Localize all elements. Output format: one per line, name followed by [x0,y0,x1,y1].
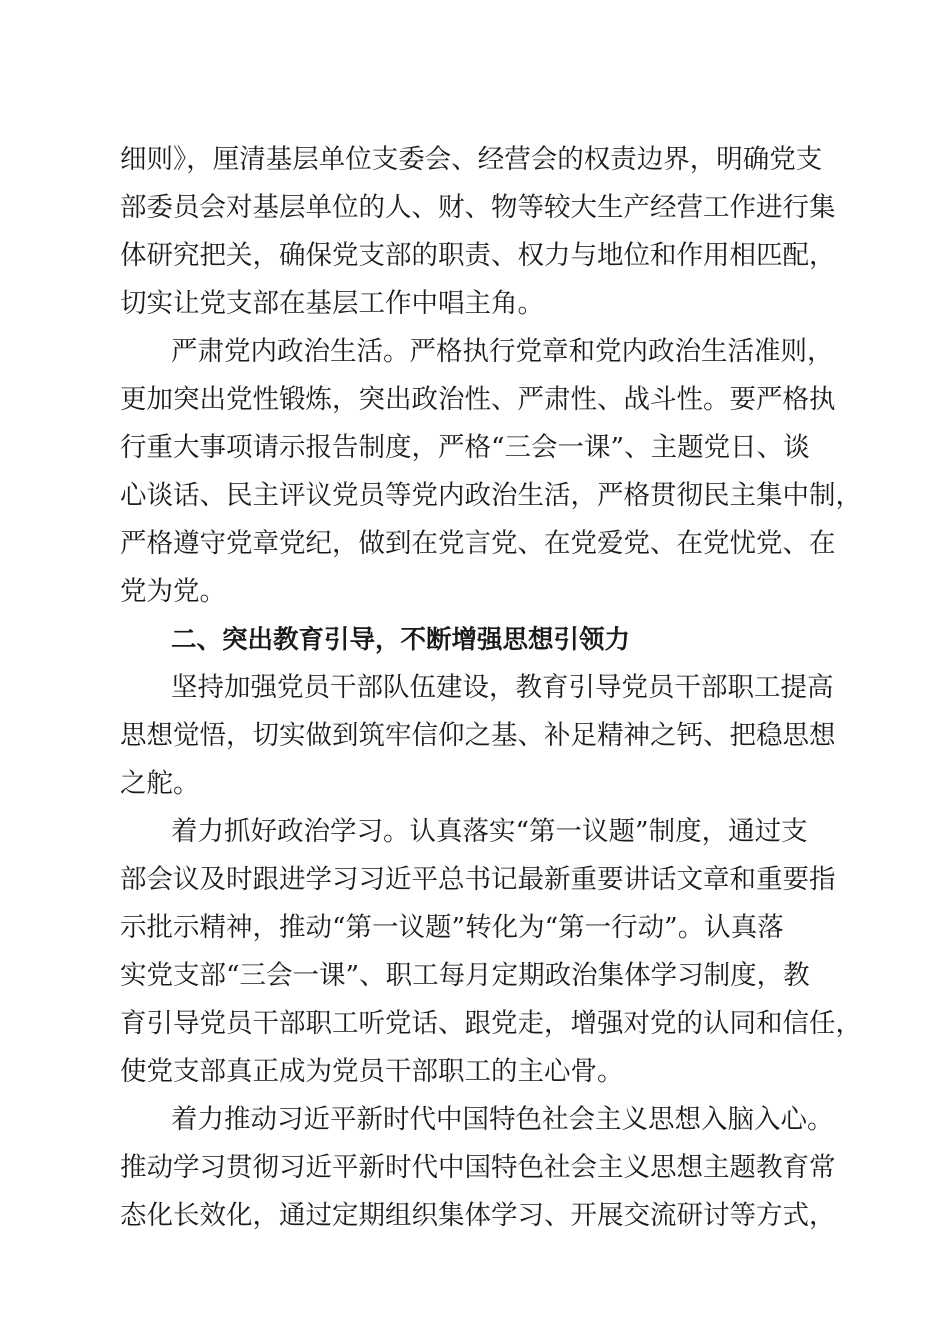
body-text-line: 态化长效化，通过定期组织集体学习、开展交流研讨等方式， [120,1200,836,1231]
body-text-line: 示批示精神，推动“第一议题”转化为“第一行动”。认真落 [120,912,784,943]
body-text-line: 严格遵守党章党纪，做到在党言党、在党爱党、在党忧党、在 [120,528,836,559]
paragraph-first-line: 坚持加强党员干部队伍建设，教育引导党员干部职工提高 [171,672,834,703]
body-text-line: 心谈话、民主评议党员等党内政治生活，严格贯彻民主集中制， [120,480,862,511]
body-text-line: 之舵。 [120,768,200,799]
body-text-line: 实党支部“三会一课”、职工每月定期政治集体学习制度，教 [120,960,810,991]
body-text-line: 育引导党员干部职工听党话、跟党走，增强对党的认同和信任， [120,1008,862,1039]
body-text-line: 行重大事项请示报告制度，严格“三会一课”、主题党日、谈 [120,432,810,463]
section-heading: 二、突出教育引导，不断增强思想引领力 [171,625,631,655]
body-text-line: 细则》，厘清基层单位支委会、经营会的权责边界，明确党支 [120,144,823,175]
body-text-line: 切实让党支部在基层工作中唱主角。 [120,288,544,319]
paragraph-first-line: 着力推动习近平新时代中国特色社会主义思想入脑入心。 [171,1104,834,1135]
paragraph-first-line: 严肃党内政治生活。严格执行党章和党内政治生活准则， [171,336,834,367]
body-text-line: 党为党。 [120,576,226,607]
body-text-line: 体研究把关，确保党支部的职责、权力与地位和作用相匹配， [120,240,836,271]
paragraph-first-line: 着力抓好政治学习。认真落实“第一议题”制度，通过支 [171,816,808,847]
body-text-line: 推动学习贯彻习近平新时代中国特色社会主义思想主题教育常 [120,1152,836,1183]
body-text-line: 部委员会对基层单位的人、财、物等较大生产经营工作进行集 [120,192,836,223]
body-text-line: 更加突出党性锻炼，突出政治性、严肃性、战斗性。要严格执 [120,384,836,415]
body-text-line: 思想觉悟，切实做到筑牢信仰之基、补足精神之钙、把稳思想 [120,720,836,751]
body-text-line: 部会议及时跟进学习习近平总书记最新重要讲话文章和重要指 [120,864,836,895]
body-text-line: 使党支部真正成为党员干部职工的主心骨。 [120,1056,624,1087]
